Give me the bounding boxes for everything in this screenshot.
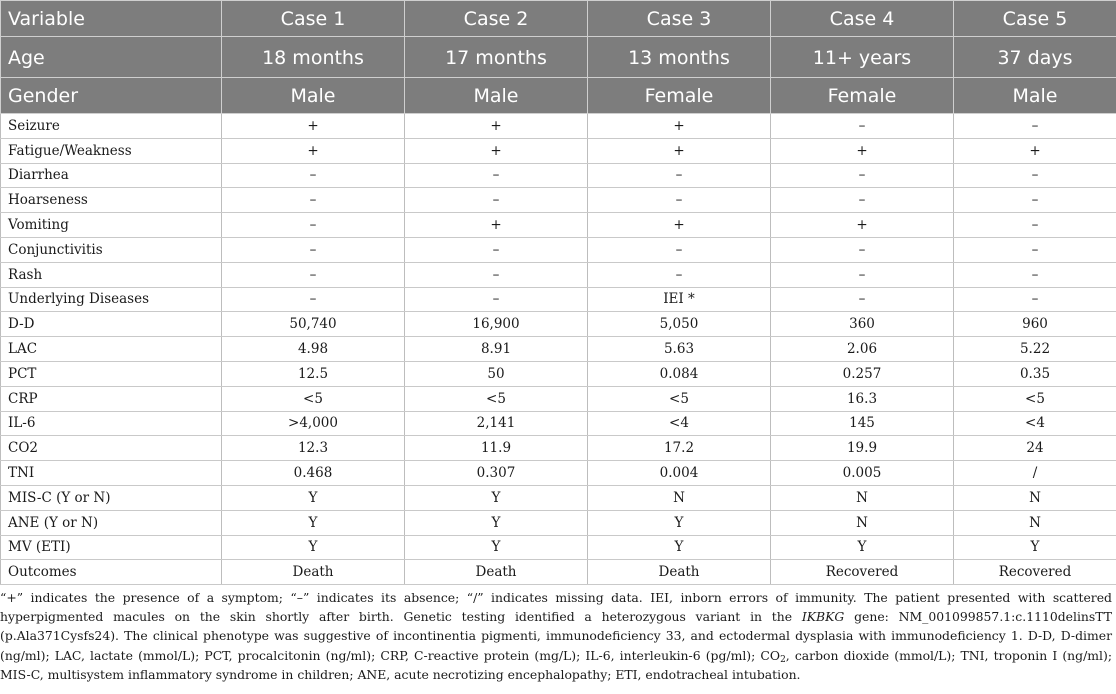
case-value: 12.5 xyxy=(222,361,405,386)
case-value: 8.91 xyxy=(405,337,588,362)
footnote-gene: IKBKG xyxy=(801,609,845,625)
table-row xyxy=(1,237,1116,262)
row-label: Variable xyxy=(1,1,222,37)
case-value: + xyxy=(405,114,588,139)
case-value: 0.257 xyxy=(771,361,954,386)
case-value: – xyxy=(405,188,588,213)
header-cell: Case 3 xyxy=(588,1,771,37)
case-value: 360 xyxy=(771,312,954,337)
case-value: Death xyxy=(405,560,588,585)
header-cell: Female xyxy=(771,78,954,114)
case-value: 17.2 xyxy=(588,436,771,461)
header-cell: Case 4 xyxy=(771,1,954,37)
case-value: IEI * xyxy=(588,287,771,312)
table-row xyxy=(1,436,1116,461)
case-value: – xyxy=(771,287,954,312)
table-row xyxy=(1,213,1116,238)
table-row xyxy=(1,138,1116,163)
case-value: – xyxy=(954,163,1116,188)
footnote-text xyxy=(0,588,1112,684)
table-row xyxy=(1,461,1116,486)
case-value: – xyxy=(588,188,771,213)
case-value: <5 xyxy=(222,386,405,411)
case-value: N xyxy=(954,485,1116,510)
row-label: Age xyxy=(1,37,222,78)
header-cell: Male xyxy=(222,78,405,114)
case-value: 0.004 xyxy=(588,461,771,486)
case-value: <5 xyxy=(588,386,771,411)
table-footnote xyxy=(0,588,1112,684)
header-cell: 17 months xyxy=(405,37,588,78)
variable-name: PCT xyxy=(1,361,222,386)
table-row xyxy=(1,262,1116,287)
case-value: 2.06 xyxy=(771,337,954,362)
case-value: 0.307 xyxy=(405,461,588,486)
case-value: 50,740 xyxy=(222,312,405,337)
header-cell: 18 months xyxy=(222,37,405,78)
case-value: <5 xyxy=(405,386,588,411)
case-value: 5.63 xyxy=(588,337,771,362)
table-row xyxy=(1,560,1116,585)
case-value: Death xyxy=(588,560,771,585)
case-value: 0.005 xyxy=(771,461,954,486)
case-value: Y xyxy=(405,485,588,510)
case-value: – xyxy=(405,262,588,287)
case-value: – xyxy=(405,237,588,262)
footnote-subscript: 2 xyxy=(780,654,786,665)
case-value: – xyxy=(222,287,405,312)
case-value: / xyxy=(954,461,1116,486)
case-value: – xyxy=(588,262,771,287)
header-cell: Case 5 xyxy=(954,1,1116,37)
header-cell: 13 months xyxy=(588,37,771,78)
footnote-part3: , carbon dioxide (mmol/L); TNI, troponin I (ng/ml); MIS-C, multisystem inflammatory syndrome in children; ANE, acute necrotizing encephalopathy; ETI, endotracheal intubation. xyxy=(0,647,1112,682)
case-value: Y xyxy=(405,535,588,560)
variable-name: CRP xyxy=(1,386,222,411)
table-row xyxy=(1,163,1116,188)
case-value: 16,900 xyxy=(405,312,588,337)
header-cell: 37 days xyxy=(954,37,1116,78)
case-value: 2,141 xyxy=(405,411,588,436)
case-value: >4,000 xyxy=(222,411,405,436)
case-value: Y xyxy=(771,535,954,560)
case-value: Y xyxy=(954,535,1116,560)
case-value: N xyxy=(771,485,954,510)
case-value: – xyxy=(954,262,1116,287)
case-value: <5 xyxy=(954,386,1116,411)
variable-name: Rash xyxy=(1,262,222,287)
case-value: – xyxy=(954,114,1116,139)
case-value: – xyxy=(771,237,954,262)
case-value: N xyxy=(954,510,1116,535)
footnote-part1: “+” indicates the presence of a symptom; “–” indicates its absence; “/” indicates missing data. IEI, inborn errors of immunity. The patient presented with scattered hyperpigmented macules on the skin shortly after birth. Genetic testing identified a heterozygous variant in the xyxy=(0,590,1112,625)
case-value: – xyxy=(954,287,1116,312)
case-value: – xyxy=(222,163,405,188)
case-value: – xyxy=(771,262,954,287)
table-row xyxy=(1,337,1116,362)
case-value: Death xyxy=(222,560,405,585)
case-value: 5.22 xyxy=(954,337,1116,362)
header-cell: Male xyxy=(954,78,1116,114)
variable-name: ANE (Y or N) xyxy=(1,510,222,535)
header-cell: Male xyxy=(405,78,588,114)
case-value: – xyxy=(222,188,405,213)
header-cell: Case 2 xyxy=(405,1,588,37)
variable-name: IL-6 xyxy=(1,411,222,436)
header-cell: Case 1 xyxy=(222,1,405,37)
variable-name: Seizure xyxy=(1,114,222,139)
case-value: + xyxy=(222,138,405,163)
case-value: – xyxy=(954,188,1116,213)
header-row-gender xyxy=(1,78,1116,114)
table-row xyxy=(1,114,1116,139)
case-value: – xyxy=(771,114,954,139)
case-value: Recovered xyxy=(954,560,1116,585)
case-value: 4.98 xyxy=(222,337,405,362)
footnote-part2: gene: NM_001099857.1:c.1110delinsTT (p.Ala371Cysfs24). The clinical phenotype was suggestive of incontinentia pigmenti, immunodeficiency 33, and ectodermal dysplasia with immunodeficiency 1. D-D, D-dimer (ng/ml); LAC, lactate (mmol/L); PCT, procalcitonin (ng/ml); CRP, C-reactive protein (mg/L); IL-6, interleukin-6 (pg/ml); CO xyxy=(0,609,1113,663)
row-label: Gender xyxy=(1,78,222,114)
case-value: – xyxy=(222,262,405,287)
case-value: 0.468 xyxy=(222,461,405,486)
case-value: N xyxy=(771,510,954,535)
case-value: 5,050 xyxy=(588,312,771,337)
variable-name: D-D xyxy=(1,312,222,337)
variable-name: Diarrhea xyxy=(1,163,222,188)
variable-name: CO2 xyxy=(1,436,222,461)
table-row xyxy=(1,188,1116,213)
variable-name: LAC xyxy=(1,337,222,362)
table-row xyxy=(1,411,1116,436)
table-row xyxy=(1,312,1116,337)
case-value: – xyxy=(954,213,1116,238)
case-value: – xyxy=(222,237,405,262)
case-value: Y xyxy=(588,535,771,560)
table-row xyxy=(1,485,1116,510)
variable-name: Hoarseness xyxy=(1,188,222,213)
case-value: Y xyxy=(405,510,588,535)
case-value: – xyxy=(405,287,588,312)
case-value: – xyxy=(954,237,1116,262)
case-value: + xyxy=(588,114,771,139)
table-row xyxy=(1,535,1116,560)
variable-name: TNI xyxy=(1,461,222,486)
case-value: + xyxy=(771,213,954,238)
case-value: – xyxy=(405,163,588,188)
header-cell: 11+ years xyxy=(771,37,954,78)
case-value: – xyxy=(588,237,771,262)
case-value: Y xyxy=(222,485,405,510)
variable-name: Underlying Diseases xyxy=(1,287,222,312)
case-value: 19.9 xyxy=(771,436,954,461)
case-value: – xyxy=(771,163,954,188)
case-value: Y xyxy=(222,510,405,535)
case-value: 0.084 xyxy=(588,361,771,386)
variable-name: Fatigue/Weakness xyxy=(1,138,222,163)
case-value: <4 xyxy=(954,411,1116,436)
variable-name: MV (ETI) xyxy=(1,535,222,560)
case-value: + xyxy=(222,114,405,139)
case-value: – xyxy=(771,188,954,213)
case-value: + xyxy=(588,213,771,238)
case-value: 145 xyxy=(771,411,954,436)
case-value: 12.3 xyxy=(222,436,405,461)
case-value: 11.9 xyxy=(405,436,588,461)
variable-name: MIS-C (Y or N) xyxy=(1,485,222,510)
table-body xyxy=(1,114,1116,585)
header-row-age xyxy=(1,37,1116,78)
header-row-variable xyxy=(1,1,1116,37)
variable-name: Vomiting xyxy=(1,213,222,238)
case-value: Y xyxy=(588,510,771,535)
case-value: – xyxy=(588,163,771,188)
table-header xyxy=(1,1,1116,114)
case-value: <4 xyxy=(588,411,771,436)
case-value: Y xyxy=(222,535,405,560)
case-value: + xyxy=(771,138,954,163)
case-value: 16.3 xyxy=(771,386,954,411)
case-value: N xyxy=(588,485,771,510)
case-value: + xyxy=(954,138,1116,163)
case-value: – xyxy=(222,213,405,238)
header-cell: Female xyxy=(588,78,771,114)
case-value: 960 xyxy=(954,312,1116,337)
case-value: + xyxy=(588,138,771,163)
variable-name: Conjunctivitis xyxy=(1,237,222,262)
table-row xyxy=(1,287,1116,312)
case-value: 0.35 xyxy=(954,361,1116,386)
case-value: 24 xyxy=(954,436,1116,461)
variable-name: Outcomes xyxy=(1,560,222,585)
case-value: + xyxy=(405,213,588,238)
case-value: + xyxy=(405,138,588,163)
table-row xyxy=(1,510,1116,535)
case-value: 50 xyxy=(405,361,588,386)
table-row xyxy=(1,361,1116,386)
case-value: Recovered xyxy=(771,560,954,585)
table-row xyxy=(1,386,1116,411)
